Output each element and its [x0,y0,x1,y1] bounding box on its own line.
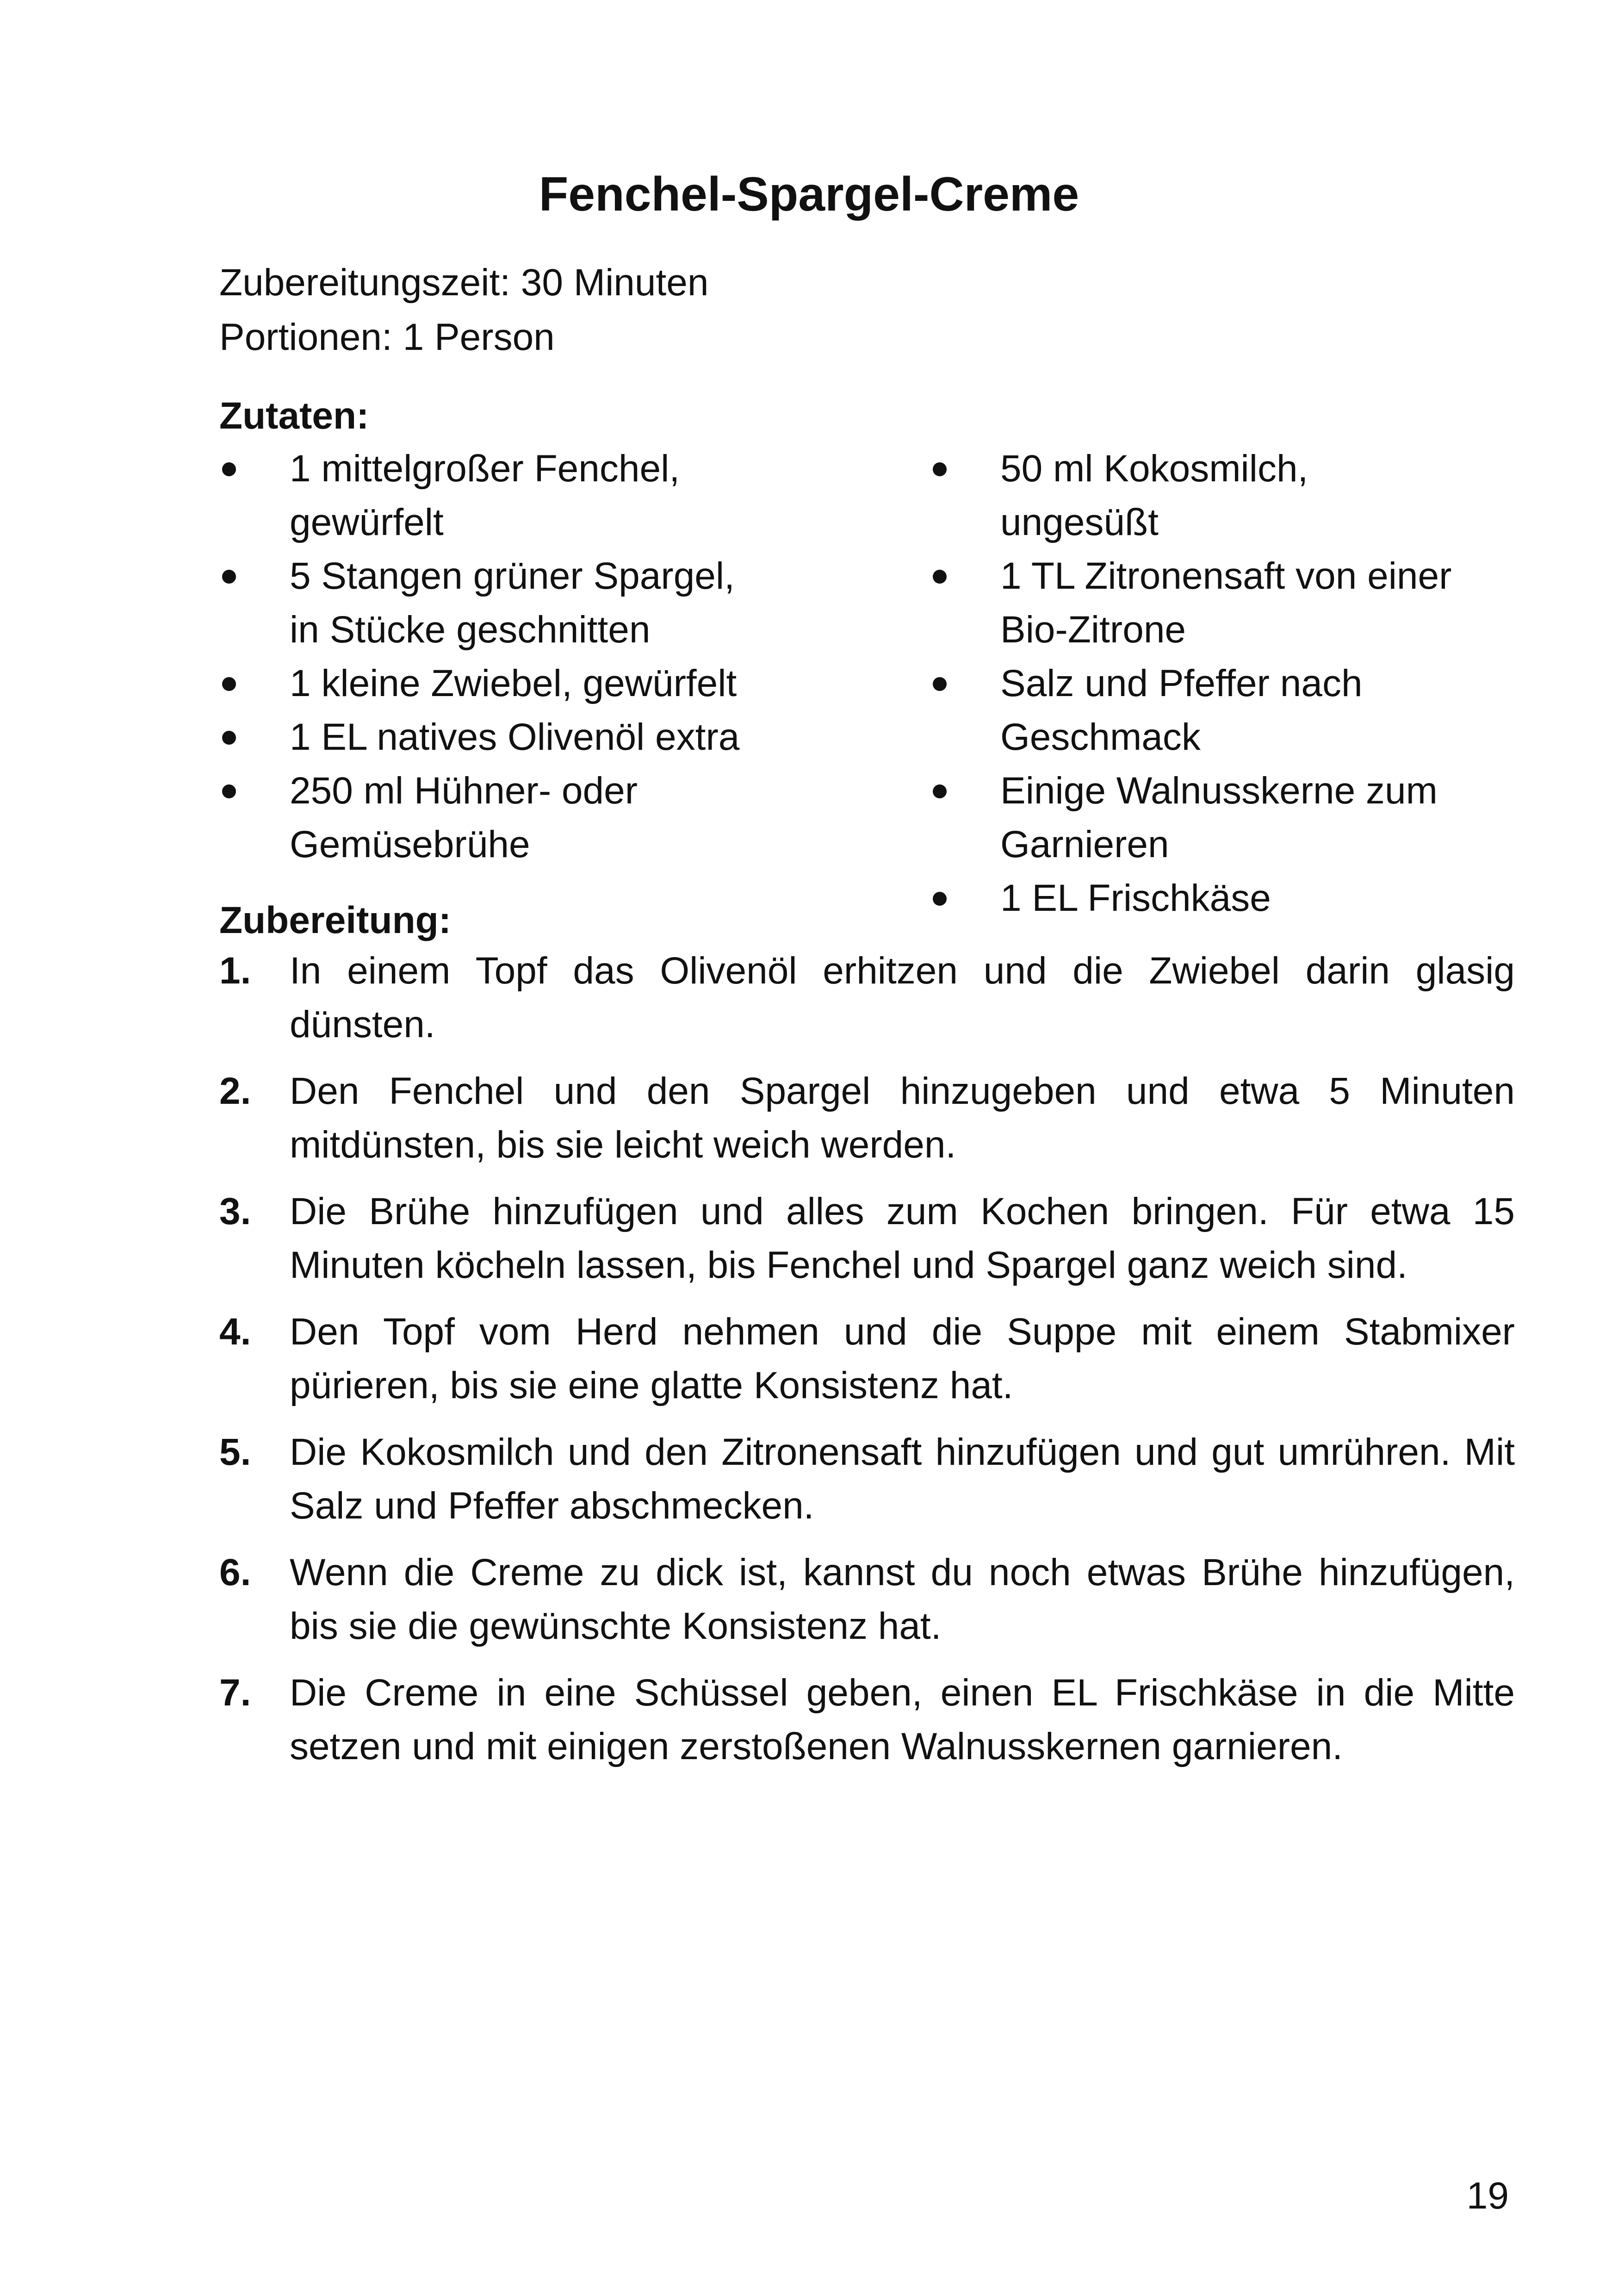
step-item [219,1546,1515,1653]
step-text: Die Creme in eine Schüssel geben, einen EL Frischkäse in die Mitte setzen und mit einigen zerstoßenen Walnusskernen garnieren. [290,1672,1515,1767]
step-text: Die Brühe hinzufügen und alles zum Kochen bringen. Für etwa 15 Minuten köcheln lassen, bis Fenchel und Spargel ganz weich sind. [290,1190,1515,1286]
ingredient-item: 1 kleine Zwiebel, gewürfelt [219,657,765,710]
preparation-heading: Zubereitung: [219,899,452,941]
step-text: Die Kokosmilch und den Zitronensaft hinzufügen und gut umrühren. Mit Salz und Pfeffer abschmecken. [290,1431,1515,1527]
step-text: Den Fenchel und den Spargel hinzugeben und etwa 5 Minuten mitdünsten, bis sie leicht weich werden. [290,1070,1515,1166]
bullet-icon [222,731,236,745]
step-text: Den Topf vom Herd nehmen und die Suppe mit einem Stabmixer pürieren, bis sie eine glatte Konsistenz hat. [290,1311,1515,1406]
ingredient-item: 1 EL Frischkäse [930,871,1476,925]
ingredient-item: Salz und Pfeffer nach Geschmack [930,657,1476,764]
bullet-icon [933,892,947,906]
step-item [219,1185,1515,1292]
ingredients-list-right [930,442,1476,925]
step-number: 7. [219,1672,251,1714]
step-item [219,1666,1515,1773]
bullet-icon [222,677,236,691]
ingredient-item: 250 ml Hühner- oder Gemüsebrühe [219,764,765,871]
prep-time: Zubereitungszeit: 30 Minuten [219,261,709,304]
step-item [219,1064,1515,1172]
ingredient-item: Einige Walnusskerne zum Garnieren [930,764,1476,871]
step-text: In einem Topf das Olivenöl erhitzen und die Zwiebel darin glasig dünsten. [290,950,1515,1045]
bullet-icon [222,784,236,798]
bullet-icon [933,462,947,476]
bullet-icon [222,570,236,584]
ingredient-item: 1 TL Zitronensaft von einer Bio-Zitrone [930,549,1476,657]
ingredients-heading: Zutaten: [219,395,369,437]
step-number: 4. [219,1311,251,1353]
bullet-icon [933,677,947,691]
step-number: 5. [219,1431,251,1473]
step-number: 2. [219,1070,251,1112]
step-text: Wenn die Creme zu dick ist, kannst du noch etwas Brühe hinzufügen, bis sie die gewünschte Konsistenz hat. [290,1551,1515,1647]
step-number: 6. [219,1551,251,1593]
page-number: 19 [1466,2175,1509,2217]
bullet-icon [933,784,947,798]
step-number: 1. [219,950,251,992]
recipe-title: Fenchel-Spargel-Creme [539,168,1079,221]
step-number: 3. [219,1190,251,1232]
bullet-icon [222,462,236,476]
servings: Portionen: 1 Person [219,316,555,358]
step-item [219,1305,1515,1412]
ingredient-item: 1 EL natives Olivenöl extra [219,710,765,764]
recipe-meta [219,255,709,365]
preparation-steps [219,944,1515,1786]
ingredient-item: 50 ml Kokosmilch, ungesüßt [930,442,1476,549]
step-item [219,1425,1515,1533]
ingredients-list-left [219,442,765,871]
bullet-icon [933,570,947,584]
ingredient-item: 1 mittelgroßer Fenchel, gewürfelt [219,442,765,549]
ingredient-item: 5 Stangen grüner Spargel, in Stücke geschnitten [219,549,765,657]
step-item [219,944,1515,1052]
